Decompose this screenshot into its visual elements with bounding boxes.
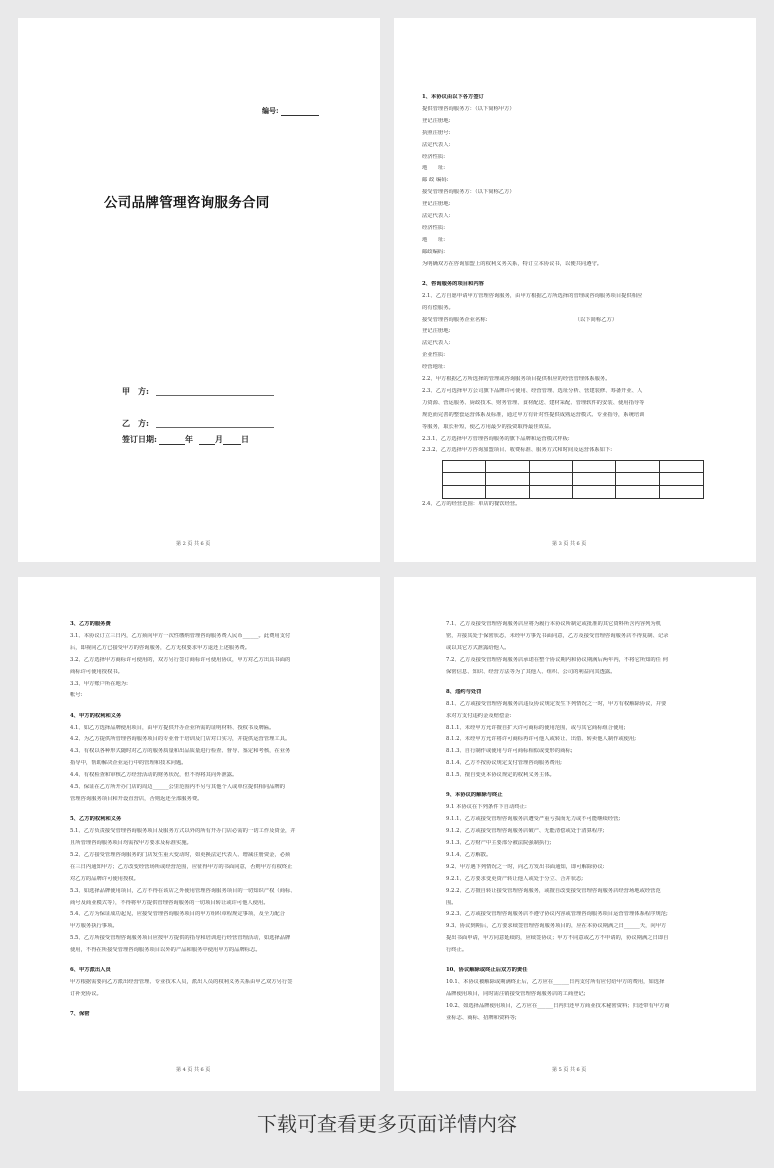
section-heading: 4、甲方的权利和义务 [70, 712, 122, 719]
clause-line: 7.1、乙方及接受管理咨询服务店应将为履行本协议所制定或批准的其它资料所含内容列为机 [446, 621, 662, 627]
party-a-field: 甲 方: [122, 386, 149, 397]
clause-line: 为明确双方在咨询加盟上的权利义务关系，特订立本协议书，以便共同遵守。 [422, 260, 603, 267]
clause-line: 10.2、如选择品牌使用项目，乙方应在______日内归还甲方商业技术秘密资料；归还带有甲方商 [446, 1003, 670, 1009]
page-footer: 第 3 页 共 6 页 [552, 541, 587, 547]
clause-line: 8.1.1、未经甲方允许擅自扩大许可商标的使用范围，或与其它商标组合使用; [446, 724, 626, 731]
clause-line: 9.3、协议到期后，乙方要求续签管理咨询服务项目的，应在本协议期满之日______天，向甲方 [446, 923, 667, 930]
clause-line: 提供管理咨询服务方：（以下简称甲方） [422, 105, 515, 112]
page-footer: 第 2 页 共 6 页 [176, 541, 211, 547]
section-heading: 1、本协议由以下各方签订 [422, 94, 484, 100]
contract-page-3 [394, 18, 756, 562]
contract-number: 编号: [262, 106, 319, 116]
clause-line: 2.3.2、乙方选择甲方咨询加盟项目、收费标准、服务方式和时间及运营体系如下: [422, 447, 613, 454]
party-b-field: 乙 方: [122, 418, 149, 429]
clause-line: 9.2.2、乙方擅自转让接受管理咨询服务，或擅自改变接受管理咨询服务店经营场地或经营范 [446, 887, 661, 894]
clause-line: 行终止。 [446, 947, 468, 954]
clause-line: 接受管理咨询服务方：（以下简称乙方） [422, 189, 515, 196]
clause-line: 使用，不得在所接受管理咨询服务项目以外的产品和服务中使用甲方的品牌标志。 [70, 947, 261, 954]
clause-line: 经营地址: [422, 364, 445, 371]
clause-line: 经济性质: [422, 153, 445, 160]
clause-line: 订补充协议。 [70, 991, 102, 998]
section-heading: 2、咨询服务的项目和内容 [422, 280, 484, 287]
clause-line: 9.1.4、乙方解散。 [446, 851, 492, 858]
clause-line: 5.2、乙方接受管理咨询服务的门店发生重大变动时，如更换法定代表人、增减注册资金，必须 [70, 851, 291, 858]
clause-line: 在三日内通知甲方；乙方改变经营场所或经营范围，应征得甲方的书面同意，否则甲方有权终止 [70, 863, 293, 870]
page-footer: 第 4 页 共 6 页 [176, 1067, 211, 1073]
clause-line: 品牌使用项目，同时需注销接受管理咨询服务店的工商登记; [446, 991, 586, 998]
clause-line: 商号及商业模式等），不得将甲方提供管理咨询服务的一切项目转让或许可他人使用。 [70, 899, 269, 906]
clause-line: 9.1.1、乙方或接受管理咨询服务店遭受严重亏损而无力或不可能继续经营; [446, 816, 621, 823]
download-caption: 下载可查看更多页面详情内容 [257, 1112, 517, 1136]
section-heading: 8、违约与处罚 [446, 688, 482, 695]
clause-line: 9.2.1、乙方要求变更资产转让他人或处于分立、合并状态; [446, 875, 584, 882]
clause-line: 10.1、本协议被解除或期满终止后，乙方应在______日内支付所有应付给甲方的费用，如选择 [446, 979, 665, 986]
clause-line: 经济性质: [422, 224, 445, 231]
clause-line: 邮政编码: [422, 248, 445, 255]
clause-line: 2.4、乙方的经营范围：单店的餐饮经营。 [422, 501, 521, 508]
page-footer: 第 5 页 共 6 页 [552, 1067, 587, 1073]
contract-page-5 [394, 577, 756, 1091]
clause-line: 9.2.3、乙方或接受管理咨询服务店不遵守协议内容或管理咨询服务项目运营管理体系程序规范; [446, 911, 668, 918]
clause-line: 管理咨询服务项目和开设直营店，否则返还全部服务费。 [70, 795, 203, 802]
clause-line: 指导中，帮助解决企业运行中的管理和技术问题。 [70, 760, 187, 767]
clause-line: 甲方服务执行事项。 [70, 923, 118, 930]
clause-line: 4.5、保证在乙方所开办门店的周边______公里范围内不另与其他个人或单位提供相同品牌的 [70, 784, 286, 790]
clause-line: 3.1、本协议订立三日内，乙方须向甲方一次性缴纳管理咨询服务费人民币______。此费用支付 [70, 632, 291, 639]
section-heading: 5、乙方的权利和义务 [70, 816, 122, 823]
clause-line: 接受管理咨询服务企业名称: （以下简称乙方） [422, 316, 618, 323]
clause-line: 商标许可使用授权书。 [70, 668, 123, 675]
section-heading: 9、本协议的解除与终止 [446, 792, 503, 799]
clause-line: 2.3、乙方可选择甲方公司旗下品牌许可使用、经营管理、选址分析、营建装修、筹备开业、人 [422, 387, 643, 394]
clause-line: 9.1 本协议在下列条件下自动终止: [446, 804, 527, 811]
clause-line: 执照注册号: [422, 129, 451, 136]
clause-line: 业标志、商标、招牌和资料等; [446, 1014, 517, 1021]
clause-line: 5.1、乙方负责接受管理咨询服务项目及服务方式以外的所有开办门店必需的一切工作及资金，并 [70, 828, 296, 835]
contract-page-4 [18, 577, 380, 1091]
clause-line: 8.1.4、乙方不按协议规定支付管理咨询服务费用; [446, 760, 562, 767]
clause-line: 9.1.2、乙方或接受管理咨询服务店破产、无能清偿或处于清算程序; [446, 828, 605, 835]
contract-title: 公司品牌管理咨询服务合同 [104, 195, 270, 211]
clause-line: 法定代表人: [422, 213, 451, 219]
clause-line: 7.2、乙方及接受管理咨询服务店承诺在整个协议期内和协议期满后两年内，不将它所知的任 何 [446, 656, 668, 663]
clause-line: 3.2、乙方选择甲方商标许可使用的，双方另行签订商标许可使用协议，甲方对乙方出具书面的 [70, 656, 291, 663]
sign-date-field: 签订日期: 年 月 日 [122, 434, 249, 444]
clause-line: 4.1、如乙方选择品牌使用项目，由甲方提供开办企业所需的证明材料、授权书及牌匾。 [70, 724, 275, 731]
clause-line: 力资源、营运服务、厨政技术、财务管理、食材配送、建材采配、管理软件的安装、使用指导等 [422, 399, 645, 406]
contract-cover-page [18, 18, 380, 562]
fee-table [442, 460, 704, 499]
clause-line: 登记注册地: [422, 201, 451, 208]
clause-line: 4.2、为乙方提供所管理咨询服务项目的专业骨干培训及门店对口实习，并提供运营管理工具。 [70, 736, 291, 743]
clause-line: 围。 [446, 899, 457, 906]
clause-line: 法定代表人: [422, 340, 451, 347]
clause-line: 法定代表人: [422, 141, 451, 148]
clause-line: 邮 政 编码: [422, 177, 449, 184]
clause-line: 且所管理咨询服务项目均需按甲方要求及标准实施。 [70, 840, 192, 846]
clause-line: 5.5、乙方所接受管理咨询服务项目应按甲方提供的指导和培训进行经营管理活动，如选择品牌 [70, 935, 291, 942]
clause-line: 帐号: [70, 692, 83, 699]
clause-line: 9.1.3、乙方财产中主要部分被法院强制执行; [446, 840, 552, 846]
clause-line: 2.1、乙方自愿申请甲方管理咨询服务，由甲方根据乙方所选择的管理或咨询服务项目提供相应 [422, 292, 643, 299]
clause-line: 8.1.2、未经甲方允许将许可商标再许可他人或转让、出借、转卖他人制作或使用; [446, 736, 637, 743]
clause-line: 5.4、乙方为保证成功起见，应接受管理咨询服务项目的甲方组织章程规定事项，及全力配合 [70, 911, 286, 918]
clause-line: 登记注册地: [422, 328, 451, 335]
clause-line: 规范而完善的整套运营体系及标准，通过甲方有针对性提供成熟运营模式、专业指导，系统培训 [422, 411, 645, 418]
clause-line: 2.2、甲方根据乙方所选择的管理或咨询服务项目提供相应的经营管理体系服务。 [422, 376, 611, 382]
clause-line: 8.1、乙方或接受管理咨询服务店违反协议规定发生下列情况之一时，甲方有权解除协议，并要 [446, 700, 667, 707]
clause-line: 5.3、如选择品牌使用项目，乙方不得在该店之外使用管理咨询服务项目的一切知识产权（商标、 [70, 887, 296, 894]
clause-line: 企业性质: [422, 352, 445, 359]
clause-line: 求对方支付违约金及赔偿金: [446, 712, 512, 719]
clause-line: 对乙方的品牌许可使用授权。 [70, 875, 139, 882]
clause-line: 后，即视同乙方已接受甲方的咨询服务，乙方无权要求甲方退还上述服务费。 [70, 644, 251, 651]
clause-line: 8.1.3、自行制作或使用与许可商标相似或变形的商标; [446, 748, 573, 755]
clause-line: 保密信息、知识、经营方法等为了其他人、组织、公司的利益向其透露。 [446, 668, 616, 675]
clause-line: 地 址: [422, 165, 445, 172]
section-heading: 7、保密 [70, 1011, 90, 1018]
section-heading: 10、协议解除或终止后双方的责任 [446, 967, 528, 974]
clause-line: 2.3.1、乙方选择甲方管理咨询服务的旗下品牌和运营模式样板: [422, 435, 570, 442]
clause-line: 的有偿服务。 [422, 304, 454, 311]
section-heading: 3、乙方的服务费 [70, 621, 111, 627]
clause-line: 等服务，取长补短，使乙方用最少的投资取得最佳效益。 [422, 423, 555, 430]
clause-line: 9.2、甲方遇下列情况之一时，向乙方发出书面通知，即可解除协议: [446, 863, 605, 870]
clause-line: 8.1.5、擅自变更本协议规定的权利义务主体。 [446, 772, 555, 779]
clause-line: 密，并接其处于保密状态，未经甲方事先书面同意，乙方及接受管理咨询服务店不得复制、记录 [446, 632, 669, 639]
clause-line: 登记注册地: [422, 117, 451, 124]
clause-line: 甲方根据需要向乙方派出经营管理、专业技术人员，派出人员的权利义务关系由甲乙双方另行签 [70, 979, 293, 986]
clause-line: 4.3、有权以各种形式随时对乙方的服务质量和出品质量进行检查、督导、鉴定和考核，在业务 [70, 748, 291, 755]
clause-line: 或以其它方式泄露给他人。 [446, 644, 510, 651]
section-heading: 6、甲方派出人员 [70, 967, 111, 974]
clause-line: 地 址: [422, 236, 445, 243]
clause-line: 3.3、甲方账户所在地为: [70, 680, 128, 687]
clause-line: 提出书面申请，甲方同意延续的，应续签协议；甲方不同意或乙方不申请的，协议期满之日即自 [446, 935, 669, 942]
clause-line: 4.4、有权检查和审核乙方经营活动的财务状况，但不得将其向外泄露。 [70, 772, 238, 779]
